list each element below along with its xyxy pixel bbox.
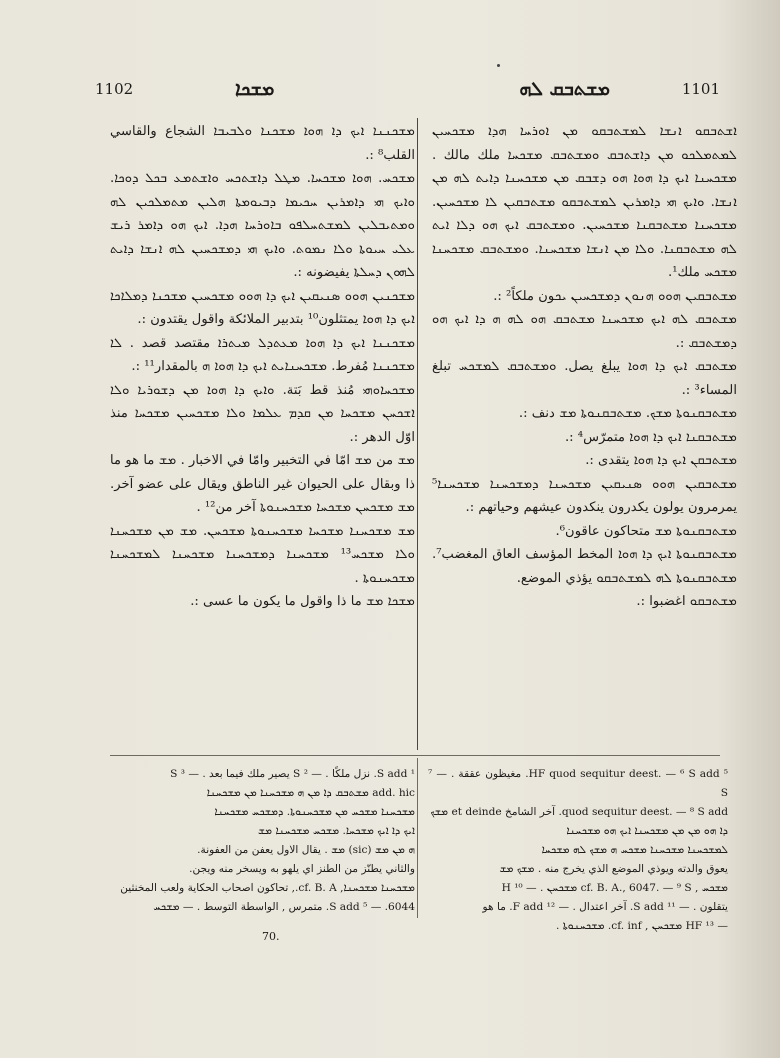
footnote-line: add. hic ܡܫܬܒܩ ܕܐ ܡܢ ܗ ܡܫܟܚܢܐ ܡܢ ܡܫܟܚܢܐ bbox=[206, 787, 415, 799]
dictionary-entry: ܡܫܟܚ. ܗܘܐ ܡܫܟܚܐ. ܡܛܠ ܕܐܫܬܟܚ ܘܐܫܬܡܥ ܒܟܠ ܕܘܟܐ. ܘܐܝܟ ܗܝ ܕܐܡܪܝܢ ܚܟܝܡܐ ܕܒܝܘܡܬܐ ܗܠܝܢ ܡܬܡܠܟܝܢ ܠܗ ܘܡܬܝܒܠܝܢ ܠܡܫܬܚܠܦܘ ܒܐܘܪܚܐ ܗܕܐ. ܐܝܟ ܗܘ ܕܐܡܪ ܪܝܫ ܥܠܝ ܚܝܘܬܐ ܘܠܐ ܢܡܘܬ. ܘܐܝܟ ܗܝ ܕܡܫܟܚܝܢ ܠܗ ܐܢܫܐ ܕܐܝܬ ܠܗܘܢ ܕܚܠܬܐ يفيضونه :. bbox=[110, 171, 415, 280]
column-divider bbox=[417, 118, 418, 750]
footnote-line: — ¹³ HF ܡܫܟܚܢ , cf. inf. ܡܫܟܚܢܘܬܐ . bbox=[556, 920, 728, 932]
footnote-line: ܠܡܫܟܚܢܐ ܡܫܟܚܢܐ ܡܫܟܚ ܗ ܡܫܟ ܠܗ ܡܫܟܚܐ bbox=[541, 844, 728, 856]
footnote-line: ܕܐ ܗܘ ܡܢ ܡܢ ܡܫܟܚܢܐ ܐܝܟ ܗܘ ܡܫܟܚܢܐ bbox=[566, 825, 728, 837]
footnote-line: ܡܫܟܚܢܐ ܡܫܟܚ ܡܢ ܡܫܟܚܢܘܬܐ. ܕܡܫܟܚ ܡܫܟܚܢܐ bbox=[214, 806, 415, 818]
printer-signature: 70. bbox=[262, 930, 280, 943]
dictionary-entry: ܡܫܬܒܩܝܢ ܗܘܘ ܗܢܘܢ ܕܡܫܟܚܝܢ ܝܟون ملكاً² :. bbox=[493, 288, 737, 304]
right-column bbox=[432, 120, 737, 614]
dictionary-entry: ܡܫܬܒܩ ܠܗ ܐܝܟ ܡܫܟܚܢܐ ܡܫܬܒܩ ܗܘ ܠܗ ܗ ܕܐ ܐܝܟ ܗܘ ܕܡܫܬܒܩ :. bbox=[432, 312, 737, 351]
dictionary-entry: ܡܫܬܒܩܝܢ ܗܘܘ ܣܢܝܩܝܢ ܡܫܟܚܢܐ ܕܡܫܟܚܢܐ ܡܫܟܚܢܐ⁵ يمرمرون يولون يكدرون ينكدون عيشهم وحياتهم :. bbox=[432, 476, 737, 515]
dictionary-entry: ܡܫ من ܡܫ امّا في التخبير وامّا في الاخبار . ܡܫ ما هو ما ذا وبقال على الحيوان غير الناطق ويقال على عضو آخر. ܡܫ ܡܫܟܚܢ ܡܫܟܚܐ ܡܫܟܚܢܘܬܐ آخر من¹² . bbox=[110, 453, 415, 515]
dictionary-entry: ܡܫܟܐ ܡܫ ما ذا واقول ما يكون ما عسى :. bbox=[190, 594, 415, 609]
right-running-head: ܡܫܬܒܩ ܠܗ bbox=[519, 78, 610, 100]
footnote-line: 6044. — ⁵ S add. متمرس , الواسطة التوسط . — ܡܫܟܚ bbox=[153, 901, 415, 913]
page-speck bbox=[497, 64, 500, 67]
right-page-number: 1101 bbox=[681, 80, 720, 98]
dictionary-entry: ܡܫܟܚܐܘܗܝ مُنذ قط بَتة. ܘܐܝܟ ܕܐ ܗܘܐ ܡܢ ܕܫܘܪܝܐ ܘܠܐ ܐܫܟܚܢ ܡܫܟܚܐ ܡܢ ܩܕܡ ܥܠܡܐ ܘܠܐ ܡܫܟܚܝܢ ܡܫܟܚܐ منذ اوّل الدهر :. bbox=[110, 382, 415, 445]
dictionary-entry: ܡܫܬܒܩܢܘܬܐ ܡܫܟ. ܡܫܬܒܩܢܘܬܐ ܡܫ دنف :. bbox=[518, 406, 737, 421]
dictionary-entry: ܡܫ ܡܫܟܚܢܐ ܡܫܟܚܐ ܡܫܟܚܢܘܬܐ ܡܫܟܚܢ. ܡܫ ܡܢ ܡܫܟܚܢܐ ܘܠܐ ܡܫܟܚ¹³ ܡܫܟܚܢܐ ܕܡܫܟܚܢܐ ܡܫܟܚܢܐ ܠܡܫܟܚܢܐ ܡܫܟܚܢܘܬܐ . bbox=[110, 523, 415, 586]
left-page-number: 1102 bbox=[95, 80, 134, 98]
footnote-line: ܐܝܟ ܕܐ ܐܝܟ ܡܫܟܚܐ. ܡܫܟܚ ܡܫܟܚܢܐ ܡܫ bbox=[258, 825, 415, 837]
footnote-line: والثاني يطنّز من الطنز اي يلهو به ويسخر منه ويجن. bbox=[189, 863, 415, 875]
footnote-line: يعوق والدته ويوذي الموضع الذي يخرج منه . ܡܫܟ ܡܫ bbox=[499, 863, 728, 875]
footnote-separator bbox=[110, 755, 720, 756]
dictionary-entry: ܡܫܬܒܩܢܘܬܐ ܡܫ متحاكون عاقون⁶. bbox=[555, 523, 737, 539]
right-footnotes bbox=[428, 765, 728, 936]
dictionary-entry: ܡܫܬܒܩܘ اغضبوا :. bbox=[636, 594, 737, 609]
footnote-line: ¹ S add. نزل ملكًا . — ² S يصير ملك فيما بعد . — ³ S bbox=[170, 768, 415, 780]
footnote-line: ܡܫܟܚܢܐ ܡܫܟܚܢܐ, cf. B. A., تحاكون اصحاب الحكاية ولعب المخنثين bbox=[120, 882, 415, 894]
footnote-column-divider bbox=[417, 758, 418, 918]
left-running-head: ܡܫܟܐ bbox=[235, 78, 275, 100]
dictionary-entry: ܡܫܟܢܢܐ ܐܝܟ ܕܐ ܗܘܐ ܡܥܬܕܠ ܡܝܬܪܐ مقتصد قصد . ܠܐ ܡܫܟܢܢܐ مُفرط. ܡܫܟܚܢܐܝܬ ܐܝܟ ܕܐ ܗܘܐ ܗ بالمقدار¹¹ :. bbox=[110, 335, 415, 374]
dictionary-entry: ܡܫܟܢܝܢ ܗܘܘ ܣܢܝܩܝܢ ܐܝܟ ܕܐ ܗܘܘ ܡܫܟܚܝܢ ܡܫܟܢܐ ܕܡܠܐܟܐ ܐܝܟ ܕܐ ܗܘܐ يمتثلون¹⁰ بتدبير الملائكة واقول يقتدون :. bbox=[110, 288, 415, 327]
footnote-line: quod sequitur deest. — ⁸ S add. آخر الشامخ et deinde ܡܫܟ bbox=[430, 806, 728, 818]
dictionary-entry: ܐܫܬܒܩܘ ܐܢܫܐ ܠܡܫܬܒܩܘ ܡܢ ܐܘܪܚܐ ܗܕܐ ܡܫܟܚܝܢ ܠܡܬܡܠܟܘ ܡܢ ܕܐܫܬܒܩ ܘܡܫܬܒܩ ܡܫܟܚܐ ملك مالك . ܡܫܟܚܢܐ ܐܝܟ ܕܐ ܗܘܐ ܗܘ ܕܫܒܩ ܡܢ ܡܫܟܚܢܐ ܕܐܝܬ ܠܗ ܡܢ ܐܢܫܐ. ܘܐܝܟ ܗܝ ܕܐܡܪܝܢ ܠܡܫܬܒܩܘ ܡܫܬܒܩܝܢ ܠܐ ܡܫܟܚܝܢ. ܡܫܟܚܢܐ ܡܫܬܒܩܢܐ ܡܫܟܚܝܢ. ܘܡܫܬܒܩ ܐܝܟ ܗܘ ܕܠܐ ܐܝܬ ܠܗ ܡܫܬܒܩܢܐ. ܘܠܐ ܡܢ ܐܢܫܐ ܡܫܟܚܢܐ. ܘܡܫܬܒܩ ܡܫܟܚܢܐ ܡܫܟܚ ملك¹. bbox=[432, 124, 737, 280]
footnote-line: ܡܫܟܚ , cf. B. A., 6047. — ⁹ S ܡܫܟܚܢ . — ¹⁰ H bbox=[501, 882, 728, 894]
footnote-line: ⁵ HF quod sequitur deest. — ⁶ S add. مغيظون عققة . — ⁷ S bbox=[428, 768, 728, 799]
dictionary-entry: ܡܫܬܒܩ ܐܝܟ ܕܐ ܗܘܐ يبلغ يصل. ܘܡܫܬܒܩ ܠܡܫܟܚ تبلغ المساء³ :. bbox=[432, 359, 737, 398]
dictionary-entry: ܡܫܬܒܩܢ ܐܝܟ ܕܐ ܗܘܐ يتقدى :. bbox=[585, 453, 737, 468]
footnote-line: يتقلون . — ¹¹ S add. آخر اعتدال . — ¹² F add. ما هو bbox=[482, 901, 728, 913]
left-column bbox=[110, 120, 415, 614]
dictionary-entry: ܡܫܬܒܩܢܘܬܐ ܐܝܟ ܕܐ ܗܘܐ المخط المؤسف العاق المغضب⁷. ܡܫܬܒܩܢܘܬܐ ܠܗ ܠܡܫܬܒܩܘ يؤذي الموضع. bbox=[432, 547, 737, 586]
dictionary-entry: ܡܫܟܢܢܐ ܐܝܟ ܕܐ ܗܘܐ ܡܫܟܢܐ ܘܠܒܝܒܐ الشجاع والقاسي القلب⁸ :. bbox=[110, 124, 415, 163]
dictionary-entry: ܡܫܬܒܩܢܐ ܐܝܟ ܕܐ ܗܘܐ متمرّس⁴ :. bbox=[564, 429, 737, 445]
footnote-line: ܗ ܡܢ ܡܫ (sic) ܡܫ . يقال الاول يعفن من العفونة. bbox=[197, 844, 415, 856]
left-footnotes bbox=[115, 765, 415, 917]
page-header bbox=[95, 78, 720, 108]
